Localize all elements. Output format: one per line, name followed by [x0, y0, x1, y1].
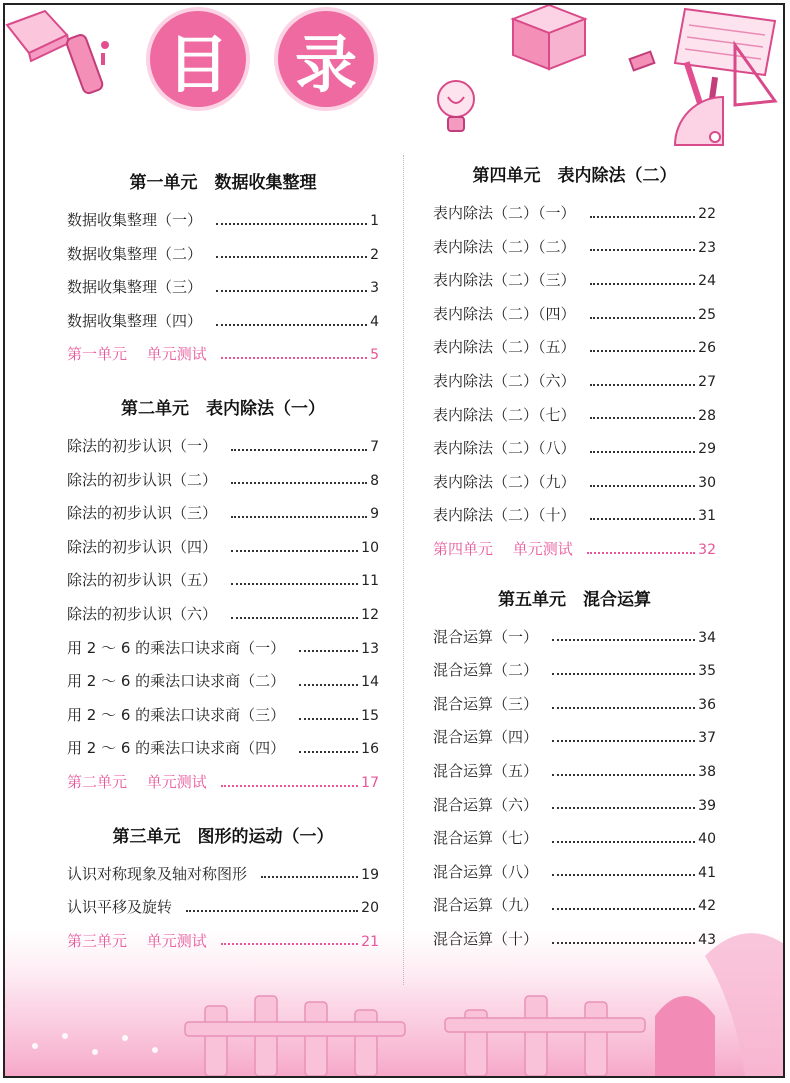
entry-title: 第一单元 单元测试: [67, 345, 207, 364]
page-number: 9: [370, 506, 379, 523]
leader-dots: [231, 516, 367, 518]
toc-entry-unit-test[interactable]: [67, 338, 379, 372]
page-number: 4: [370, 313, 379, 330]
entry-title: 除法的初步认识（六）: [67, 604, 218, 623]
toc-entry[interactable]: [67, 732, 379, 766]
page-frame: [3, 3, 785, 1078]
column-divider: [403, 155, 404, 985]
leader-dots: [231, 583, 358, 585]
leader-dots: [186, 910, 358, 912]
entry-title: 数据收集整理（四）: [67, 311, 203, 330]
section-title: 第五单元 混合运算: [498, 589, 651, 610]
entry-title: 表内除法（二）（八）: [433, 439, 576, 458]
leader-dots: [261, 876, 358, 878]
page-number: 16: [361, 741, 379, 758]
leader-dots: [231, 550, 358, 552]
entry-title: 表内除法（二）（九）: [433, 472, 576, 491]
toc-entry-unit-test[interactable]: [433, 533, 716, 567]
page-number: 10: [361, 539, 379, 556]
toc-entry[interactable]: [67, 464, 379, 498]
leader-dots: [590, 249, 696, 251]
entry-title: 表内除法（二）（一）: [433, 204, 576, 222]
leader-dots: [590, 283, 696, 285]
entry-title: 混合运算（六）: [433, 795, 539, 814]
page-number: 38: [698, 763, 716, 780]
page-number: 31: [698, 508, 716, 525]
entry-title: 第二单元 单元测试: [67, 772, 207, 791]
toc-entry[interactable]: [433, 365, 716, 399]
entry-title: 除法的初步认识（三）: [67, 504, 218, 523]
page-number: 19: [361, 866, 379, 883]
entry-title: 表内除法（二）（二）: [433, 237, 576, 256]
entry-title: 混合运算（七）: [433, 829, 539, 848]
toc-entry[interactable]: [67, 665, 379, 699]
entry-title: 除法的初步认识（二）: [67, 470, 218, 489]
page-number: 24: [698, 273, 716, 290]
toc-entry[interactable]: [433, 654, 716, 688]
toc-entry[interactable]: [433, 331, 716, 365]
page-number: 3: [370, 280, 379, 297]
toc-entry[interactable]: [67, 699, 379, 733]
leader-dots: [299, 751, 358, 753]
page-number: 21: [361, 933, 379, 950]
section-unit-5: [433, 585, 716, 957]
entry-title: 混合运算（八）: [433, 862, 539, 881]
toc-entry[interactable]: [433, 466, 716, 500]
leader-dots: [216, 290, 367, 292]
toc-entry[interactable]: [433, 621, 716, 655]
entry-title: 混合运算（十）: [433, 929, 539, 948]
page-number: 7: [370, 438, 379, 455]
toc-entry[interactable]: [67, 531, 379, 565]
leader-dots: [299, 718, 358, 720]
toc-left-column: [67, 168, 379, 958]
page-number: 40: [698, 831, 716, 848]
entry-list: [67, 858, 379, 959]
entry-title: 混合运算（五）: [433, 761, 539, 780]
entry-title: 认识平移及旋转: [67, 898, 173, 917]
toc-entry[interactable]: [67, 238, 379, 272]
entry-title: 混合运算（四）: [433, 728, 539, 747]
page-number: 36: [698, 696, 716, 713]
leader-dots: [216, 223, 367, 225]
page-number: 27: [698, 373, 716, 390]
leader-dots: [552, 740, 695, 742]
page-number: 30: [698, 474, 716, 491]
leader-dots: [231, 482, 367, 484]
entry-title: 混合运算（九）: [433, 896, 539, 915]
leader-dots: [231, 449, 367, 451]
entry-title: 混合运算（三）: [433, 694, 539, 713]
toc-entry[interactable]: [433, 197, 716, 231]
page-number: 37: [698, 730, 716, 747]
toc-entry[interactable]: [67, 204, 379, 238]
leader-dots: [590, 317, 696, 319]
leader-dots: [552, 908, 695, 910]
entry-title: 表内除法（二）（六）: [433, 371, 576, 390]
entry-title: 表内除法（二）（三）: [433, 271, 576, 290]
notebook-ruler-decoration-icon: [625, 5, 785, 155]
entry-title: 表内除法（二）（十）: [433, 506, 576, 525]
lightbulb-icon: [433, 75, 479, 141]
leader-dots: [552, 874, 695, 876]
leader-dots: [552, 673, 695, 675]
page-number: 35: [698, 663, 716, 680]
leader-dots: [216, 256, 367, 258]
section-unit-4: [433, 161, 716, 567]
toc-entry[interactable]: [433, 721, 716, 755]
leader-dots: [590, 451, 696, 453]
entry-title: 第三单元 单元测试: [67, 931, 207, 950]
book-pencil-decoration-icon: [5, 5, 125, 105]
toc-entry[interactable]: [67, 305, 379, 339]
section-title: 第二单元 表内除法（一）: [121, 398, 325, 419]
toc-entry[interactable]: [433, 432, 716, 466]
entry-list: [67, 430, 379, 800]
entry-title: 表内除法（二）（五）: [433, 338, 576, 357]
page-number: 17: [361, 774, 379, 791]
entry-title: 混合运算（二）: [433, 661, 539, 680]
entry-title: 表内除法（二）（四）: [433, 304, 576, 323]
section-unit-3: [67, 822, 379, 959]
page-number: 15: [361, 707, 379, 724]
page-number: 14: [361, 674, 379, 691]
page-number: 2: [370, 246, 379, 263]
page-number: 29: [698, 441, 716, 458]
section-title: 第三单元 图形的运动（一）: [112, 826, 334, 847]
page-number: 11: [361, 573, 379, 590]
toc-entry[interactable]: [67, 271, 379, 305]
toc-entry[interactable]: [433, 755, 716, 789]
toc-entry[interactable]: [67, 858, 379, 892]
section-title: 第四单元 表内除法（二）: [472, 166, 677, 186]
page-number: 22: [698, 206, 716, 222]
leader-dots: [590, 216, 696, 218]
section-unit-1: [67, 168, 379, 372]
toc-entry-unit-test[interactable]: [67, 925, 379, 959]
leader-dots: [587, 552, 695, 554]
toc-entry[interactable]: [67, 497, 379, 531]
page-number: 34: [698, 629, 716, 646]
toc-entry[interactable]: [433, 856, 716, 890]
toc-entry[interactable]: [433, 688, 716, 722]
entry-title: 除法的初步认识（四）: [67, 537, 218, 556]
page-number: 12: [361, 606, 379, 623]
leader-dots: [552, 841, 695, 843]
page-number: 5: [370, 347, 379, 364]
toc-entry[interactable]: [433, 923, 716, 957]
entry-list: [433, 621, 716, 957]
entry-title: 数据收集整理（一）: [67, 211, 203, 229]
leader-dots: [221, 785, 358, 787]
toc-entry[interactable]: [67, 632, 379, 666]
page-number: 20: [361, 900, 379, 917]
toc-entry-unit-test[interactable]: [67, 766, 379, 800]
toc-entry[interactable]: [433, 298, 716, 332]
page-number: 25: [698, 306, 716, 323]
entry-title: 用 2 ～ 6 的乘法口诀求商（二）: [67, 672, 286, 691]
section-unit-2: [67, 394, 379, 800]
page-number: 28: [698, 407, 716, 424]
entry-title: 数据收集整理（二）: [67, 244, 203, 263]
entry-title: 第四单元 单元测试: [433, 539, 573, 558]
toc-entry[interactable]: [433, 399, 716, 433]
leader-dots: [552, 807, 695, 809]
page-number: 13: [361, 640, 379, 657]
leader-dots: [552, 774, 695, 776]
leader-dots: [231, 617, 358, 619]
entry-list: [67, 204, 379, 372]
page-number: 43: [698, 931, 716, 948]
page-number: 42: [698, 898, 716, 915]
entry-title: 混合运算（一）: [433, 627, 539, 646]
toc-entry[interactable]: [433, 499, 716, 533]
leader-dots: [299, 650, 358, 652]
toc-entry[interactable]: [67, 891, 379, 925]
leader-dots: [299, 684, 358, 686]
toc-entry[interactable]: [67, 564, 379, 598]
entry-title: 表内除法（二）（七）: [433, 405, 576, 424]
cube-decoration-icon: [503, 5, 593, 71]
page-number: 23: [698, 239, 716, 256]
toc-right-column: [433, 161, 716, 956]
title-char-1: 目: [150, 11, 246, 107]
entry-title: 用 2 ～ 6 的乘法口诀求商（四）: [67, 739, 286, 758]
toc-entry[interactable]: [433, 231, 716, 265]
page-number: 26: [698, 340, 716, 357]
toc-entry[interactable]: [433, 264, 716, 298]
entry-title: 认识对称现象及轴对称图形: [67, 864, 248, 883]
leader-dots: [552, 707, 695, 709]
entry-title: 数据收集整理（三）: [67, 278, 203, 297]
entry-title: 除法的初步认识（一）: [67, 436, 218, 455]
leader-dots: [552, 639, 695, 641]
entry-title: 用 2 ～ 6 的乘法口诀求商（三）: [67, 705, 286, 724]
toc-entry[interactable]: [433, 789, 716, 823]
toc-title: [150, 11, 410, 107]
toc-entry[interactable]: [67, 430, 379, 464]
leader-dots: [590, 350, 696, 352]
toc-entry[interactable]: [433, 822, 716, 856]
entry-title: 用 2 ～ 6 的乘法口诀求商（一）: [67, 638, 286, 657]
leader-dots: [216, 324, 367, 326]
leader-dots: [590, 518, 696, 520]
entry-title: 除法的初步认识（五）: [67, 571, 218, 590]
leader-dots: [590, 485, 696, 487]
leader-dots: [552, 942, 695, 944]
page-number: 1: [370, 213, 379, 229]
page-number: 32: [698, 541, 716, 558]
leader-dots: [590, 417, 696, 419]
toc-entry[interactable]: [433, 889, 716, 923]
page-number: 8: [370, 472, 379, 489]
toc-entry[interactable]: [67, 598, 379, 632]
leader-dots: [221, 943, 358, 945]
entry-list: [433, 197, 716, 567]
page-number: 39: [698, 797, 716, 814]
leader-dots: [590, 384, 696, 386]
leader-dots: [221, 357, 367, 359]
section-title: 第一单元 数据收集整理: [129, 173, 317, 193]
title-char-2: 录: [278, 11, 374, 107]
page-number: 41: [698, 864, 716, 881]
